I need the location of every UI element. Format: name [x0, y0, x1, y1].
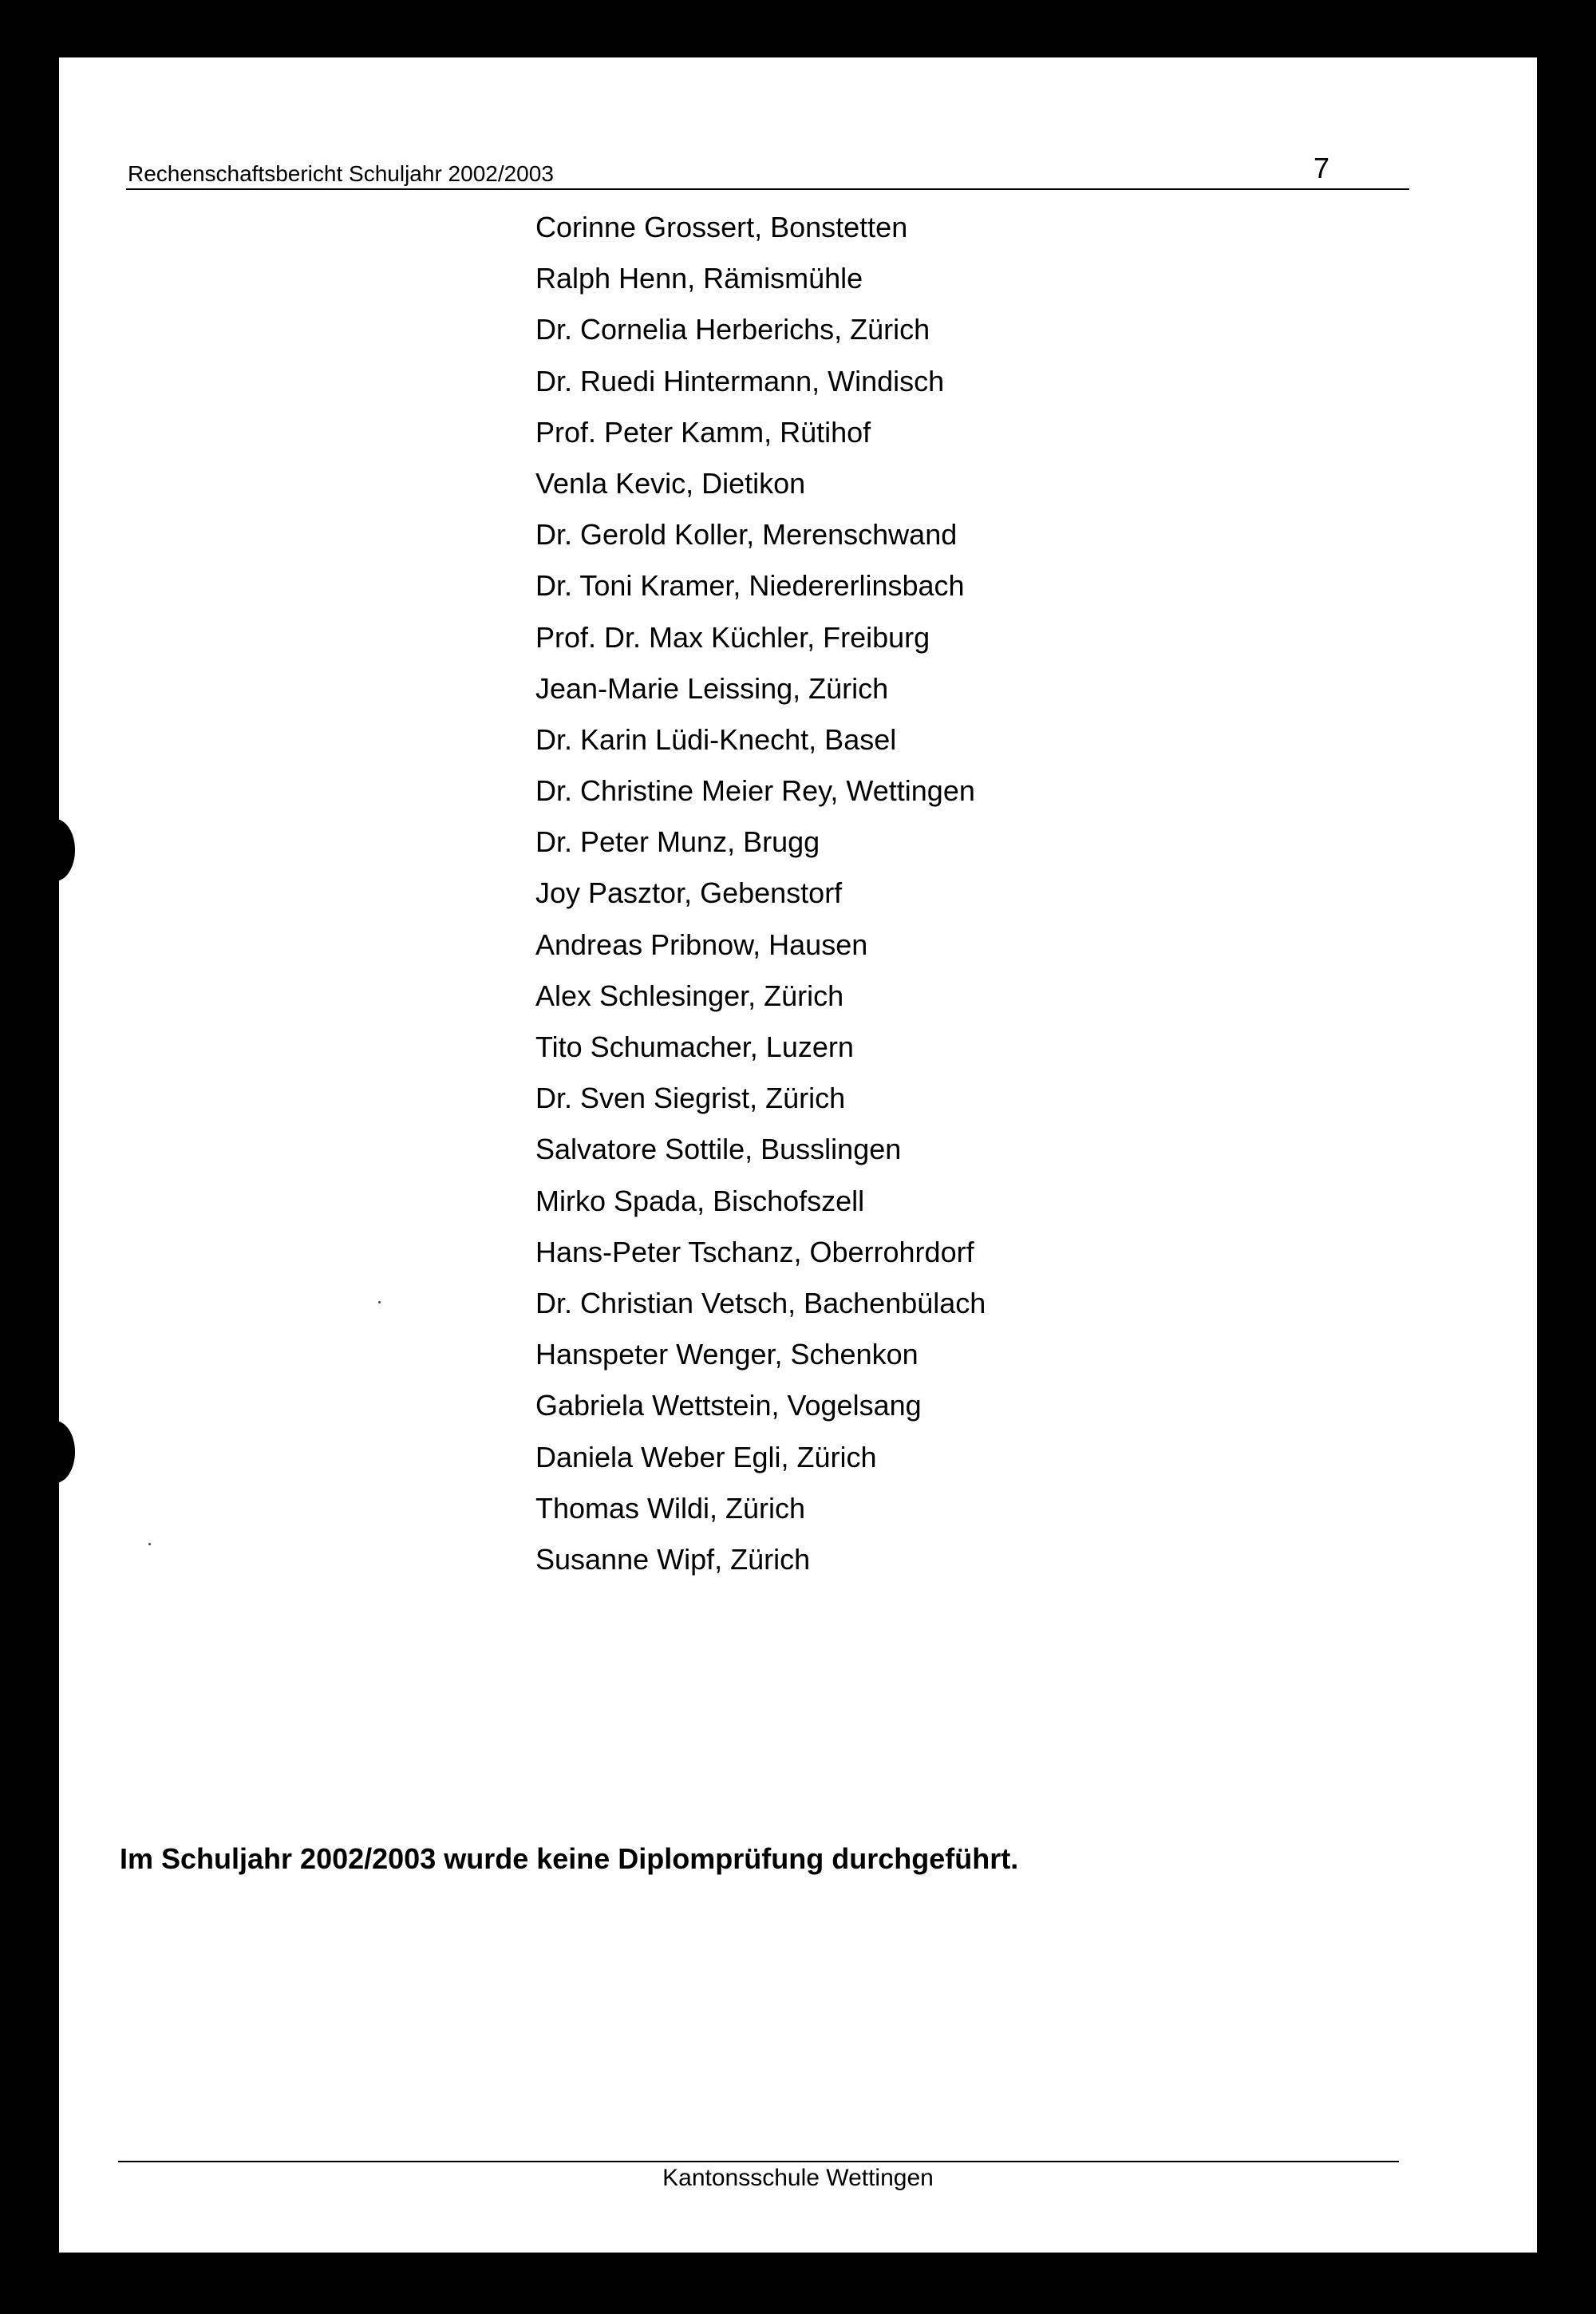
header-title: Rechenschaftsbericht Schuljahr 2002/2003	[128, 161, 554, 186]
footer-text: Kantonsschule Wettingen	[662, 2165, 934, 2191]
scan-speck	[378, 1301, 381, 1303]
diploma-statement: Im Schuljahr 2002/2003 wurde keine Diplomprüfung durchgeführt.	[120, 1842, 1019, 1875]
list-item: Prof. Peter Kamm, Rütihof	[535, 415, 871, 449]
punch-hole	[35, 819, 75, 881]
list-item: Thomas Wildi, Zürich	[535, 1491, 806, 1525]
list-item: Alex Schlesinger, Zürich	[535, 979, 844, 1012]
list-item: Dr. Christian Vetsch, Bachenbülach	[535, 1286, 986, 1319]
list-item: Tito Schumacher, Luzern	[535, 1030, 854, 1063]
punch-hole	[35, 1421, 75, 1483]
list-item: Dr. Sven Siegrist, Zürich	[535, 1082, 846, 1115]
list-item: Dr. Gerold Koller, Merenschwand	[535, 518, 958, 552]
page-number: 7	[1313, 152, 1329, 184]
list-item: Daniela Weber Egli, Zürich	[535, 1440, 877, 1473]
list-item: Andreas Pribnow, Hausen	[535, 928, 868, 961]
list-item: Hanspeter Wenger, Schenkon	[535, 1338, 918, 1371]
list-item: Prof. Dr. Max Küchler, Freiburg	[535, 620, 930, 654]
list-item: Dr. Christine Meier Rey, Wettingen	[535, 774, 975, 808]
list-item: Dr. Peter Munz, Brugg	[535, 825, 820, 859]
list-item: Salvatore Sottile, Busslingen	[535, 1133, 902, 1166]
list-item: Ralph Henn, Rämismühle	[535, 262, 863, 295]
names-list	[535, 207, 986, 1590]
list-item: Hans-Peter Tschanz, Oberrohrdorf	[535, 1235, 974, 1268]
list-item: Dr. Cornelia Herberichs, Zürich	[535, 313, 930, 346]
list-item: Venla Kevic, Dietikon	[535, 466, 806, 500]
page-header	[126, 152, 1409, 190]
list-item: Gabriela Wettstein, Vogelsang	[535, 1389, 922, 1422]
list-item: Corinne Grossert, Bonstetten	[535, 211, 908, 243]
footer-rule	[118, 2161, 1399, 2162]
list-item: Joy Pasztor, Gebenstorf	[535, 876, 843, 910]
list-item: Dr. Karin Lüdi-Knecht, Basel	[535, 722, 897, 756]
list-item: Dr. Toni Kramer, Niedererlinsbach	[535, 569, 965, 603]
list-item: Susanne Wipf, Zürich	[535, 1542, 811, 1576]
list-item: Jean-Marie Leissing, Zürich	[535, 671, 889, 705]
list-item: Dr. Ruedi Hintermann, Windisch	[535, 364, 945, 398]
list-item: Mirko Spada, Bischofszell	[535, 1184, 865, 1217]
scan-speck	[148, 1543, 151, 1545]
